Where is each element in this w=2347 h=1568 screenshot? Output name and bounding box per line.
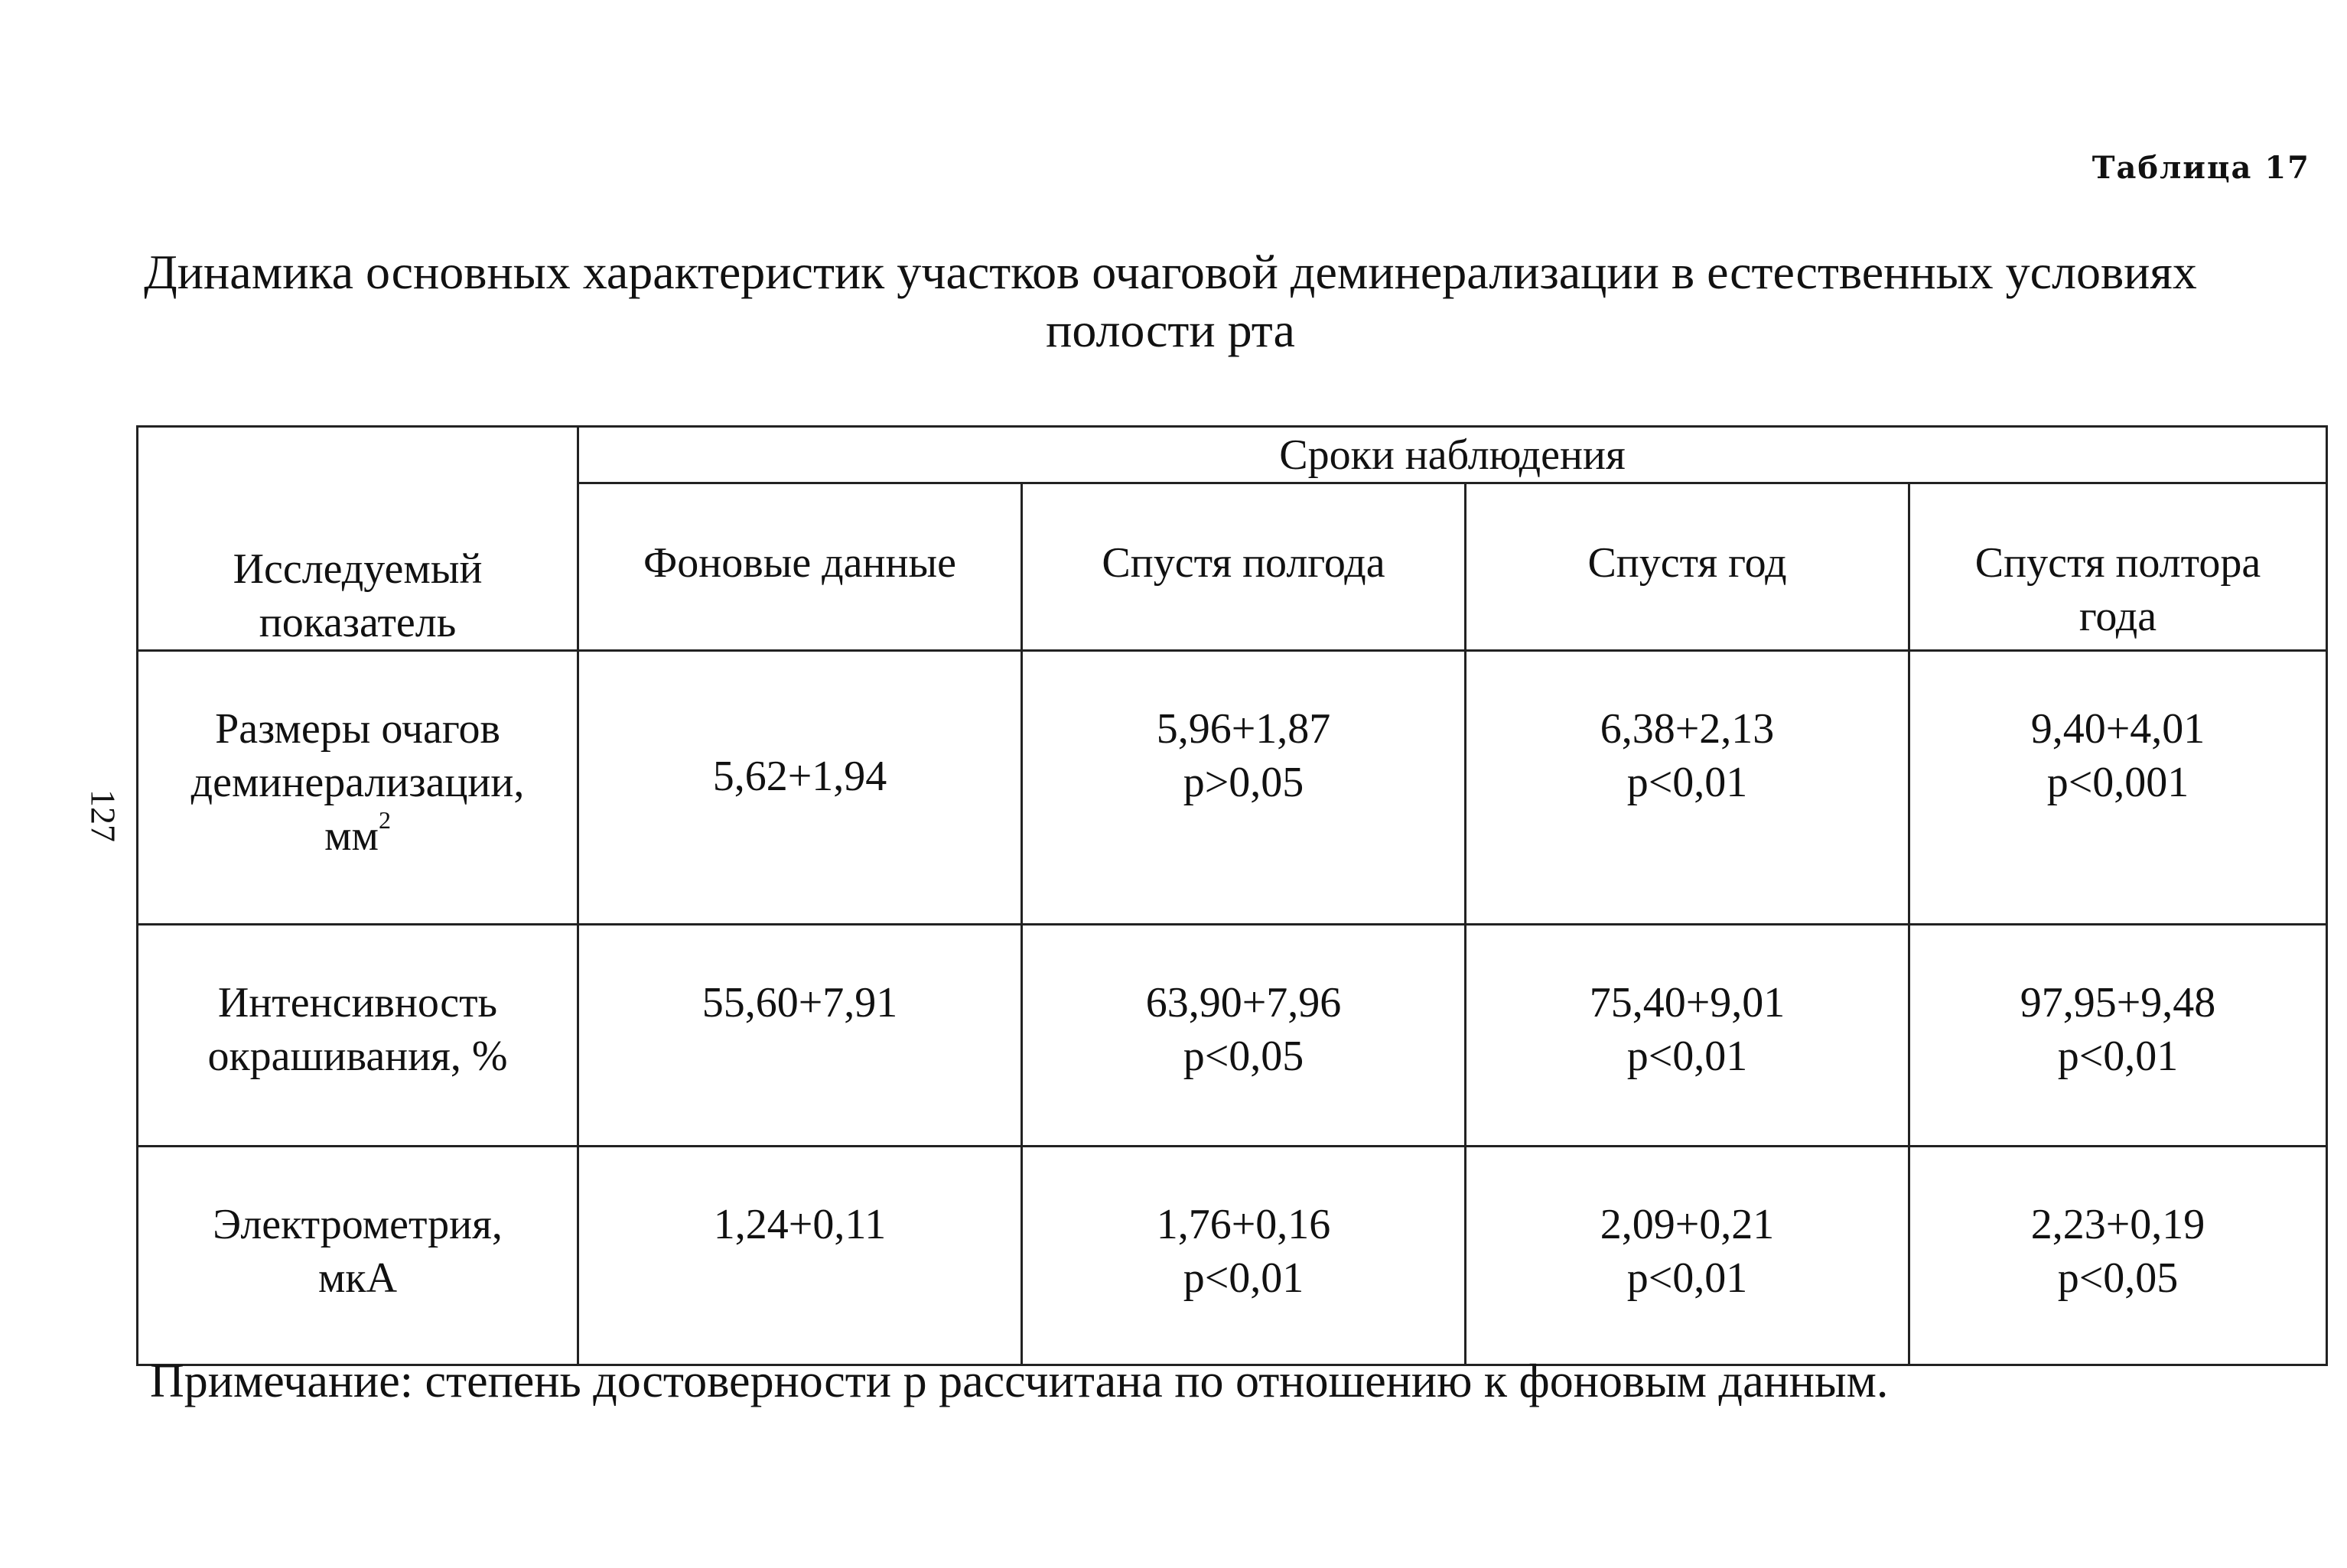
- value-cell: [578, 925, 1022, 1147]
- period-header-one-and-half-years: [1909, 483, 2327, 651]
- period-header-line: года: [2078, 593, 2157, 640]
- table-note: Примечание: степень достоверности р рассчитана по отношению к фоновым данным.: [150, 1355, 1889, 1407]
- value-cell: [1022, 925, 1466, 1147]
- value-cell: [578, 651, 1022, 925]
- row-label-electrometry: [138, 1147, 578, 1365]
- value-text: 2,23+0,19: [2030, 1201, 2205, 1248]
- row-label-line: Интенсивность: [217, 979, 498, 1026]
- value-cell: [1466, 651, 1909, 925]
- unit-superscript: 2: [378, 806, 391, 834]
- value-cell: [1909, 1147, 2327, 1365]
- p-value-text: p<0,05: [2057, 1254, 2179, 1302]
- page-title: Динамика основных характеристик участков очаговой деминерализации в естественных условиях полости рта: [144, 245, 2197, 357]
- data-table: [136, 425, 2328, 1366]
- period-header-line: Фоновые данные: [643, 539, 956, 587]
- value-text: 1,24+0,11: [713, 1201, 887, 1248]
- p-value-text: p<0,01: [1183, 1254, 1304, 1302]
- observation-period-header: Сроки наблюдения: [578, 427, 2327, 483]
- row-label-line: деминерализации,: [190, 759, 525, 806]
- p-value-text: p<0,01: [1626, 1033, 1748, 1080]
- row-label-line: мкА: [317, 1254, 398, 1302]
- indicator-column-header: [138, 427, 578, 651]
- table-header-row: [138, 427, 2327, 483]
- p-value-text: p<0,01: [1626, 1254, 1748, 1302]
- value-cell: [1466, 925, 1909, 1147]
- row-label-line: [149, 806, 566, 863]
- value-cell: [1909, 925, 2327, 1147]
- unit-text: мм: [324, 812, 379, 860]
- value-text: 75,40+9,01: [1589, 979, 1785, 1026]
- p-value-text: p>0,05: [1183, 759, 1304, 806]
- value-cell: [1022, 1147, 1466, 1365]
- table-row: [138, 925, 2327, 1147]
- row-label-staining-intensity: [138, 925, 578, 1147]
- indicator-header-line: Исследуемый: [233, 545, 483, 593]
- row-label-line: Размеры очагов: [215, 705, 500, 753]
- table-row: [138, 651, 2327, 925]
- value-cell: [578, 1147, 1022, 1365]
- page-number: 127: [83, 789, 123, 842]
- value-text: 97,95+9,48: [2020, 979, 2216, 1026]
- period-header-line: Спустя полтора: [1974, 539, 2261, 587]
- value-text: 63,90+7,96: [1145, 979, 1342, 1026]
- period-header-line: Спустя полгода: [1102, 539, 1385, 587]
- table-number: Таблица 17: [2091, 150, 2310, 186]
- p-value-text: p<0,01: [2057, 1033, 2179, 1080]
- value-text: 1,76+0,16: [1156, 1201, 1331, 1248]
- row-label-lesion-size: [138, 651, 578, 925]
- value-text: 2,09+0,21: [1600, 1201, 1775, 1248]
- period-header-half-year: [1022, 483, 1466, 651]
- period-header-line: Спустя год: [1587, 539, 1787, 587]
- value-text: 5,62+1,94: [712, 752, 887, 800]
- value-cell: [1909, 651, 2327, 925]
- p-value-text: p<0,01: [1626, 759, 1748, 806]
- value-text: 55,60+7,91: [701, 979, 898, 1026]
- value-text: 9,40+4,01: [2030, 705, 2205, 753]
- indicator-header-line: показатель: [259, 599, 457, 646]
- value-cell: [1022, 651, 1466, 925]
- row-label-line: Электрометрия,: [213, 1201, 503, 1248]
- value-text: 5,96+1,87: [1156, 705, 1331, 753]
- period-header-one-year: [1466, 483, 1909, 651]
- value-text: 6,38+2,13: [1600, 705, 1775, 753]
- period-header-baseline: [578, 483, 1022, 651]
- table-row: [138, 1147, 2327, 1365]
- value-cell: [1466, 1147, 1909, 1365]
- p-value-text: p<0,05: [1183, 1033, 1304, 1080]
- p-value-text: p<0,001: [2046, 759, 2189, 806]
- row-label-line: окрашивания, %: [207, 1033, 508, 1080]
